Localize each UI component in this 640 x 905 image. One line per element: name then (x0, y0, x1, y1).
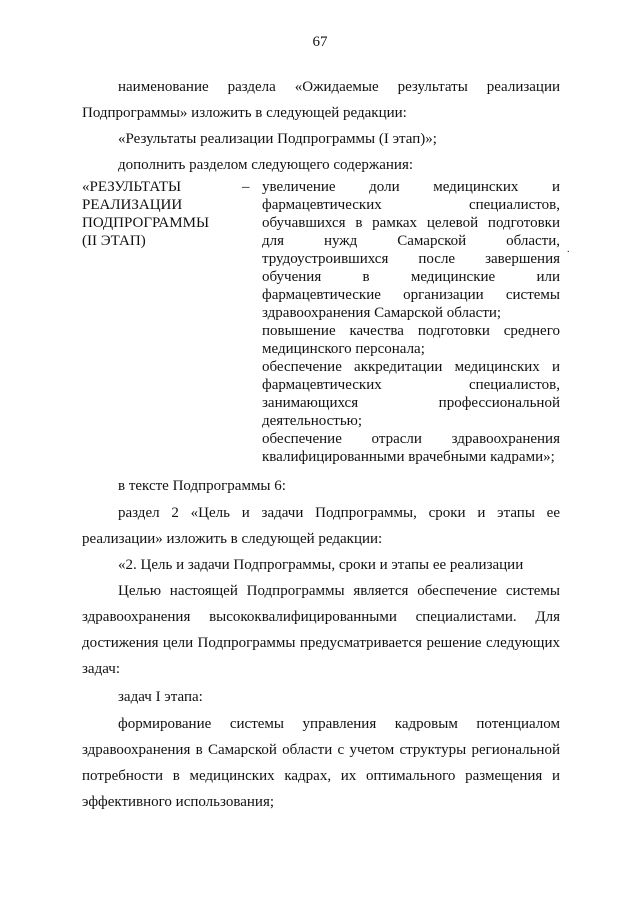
results-line: занимающихся профессиональной (262, 395, 560, 411)
quote-paragraph (82, 126, 560, 152)
results-list (262, 178, 560, 466)
results-line: деятельностью; (262, 413, 363, 429)
results-line: квалифицированными врачебными кадрами»; (262, 449, 555, 465)
results-dash: – (242, 179, 250, 195)
results-line: фармацевтических специалистов, (262, 377, 560, 393)
results-line: увеличение доли медицинских и (262, 179, 560, 195)
intro-paragraph (82, 74, 560, 126)
results-line: обучавшихся в рамках целевой подготовки (262, 215, 560, 231)
results-line: обеспечение аккредитации медицинских и (262, 359, 560, 375)
results-title (82, 178, 232, 250)
quote-text: «Результаты реализации Подпрограммы (I этап)»; (118, 131, 437, 147)
body-line: Целью настоящей Подпрограммы является обеспечение системы (118, 583, 560, 599)
body-paragraph-4 (82, 578, 560, 682)
body-line: эффективного использования; (82, 794, 275, 810)
body-line: в тексте Подпрограммы 6: (118, 478, 286, 494)
results-title-line: (II ЭТАП) (82, 233, 146, 249)
results-title-line: «РЕЗУЛЬТАТЫ (82, 179, 182, 195)
page-number: 67 (312, 34, 328, 50)
results-line: медицинского персонала; (262, 341, 425, 357)
body-line: достижения цели Подпрограммы предусматривается решение следующих (82, 635, 560, 651)
intro-line-1: наименование раздела «Ожидаемые результаты реализации (118, 79, 561, 95)
supplement-paragraph (82, 152, 560, 178)
results-line: фармацевтические организации системы (262, 287, 560, 303)
supplement-text: дополнить разделом следующего содержания: (118, 157, 414, 173)
results-line: здравоохранения Самарской области; (262, 305, 502, 321)
results-line: трудоустроившихся после завершения (262, 251, 560, 267)
body-line: здравоохранения высококвалифицированными специалистами. Для (82, 609, 560, 625)
body-line: формирование системы управления кадровым потенциалом (118, 716, 560, 732)
results-line: для нужд Самарской области, (262, 233, 560, 249)
body-paragraph-1 (82, 473, 560, 499)
body-paragraph-6 (82, 711, 560, 815)
body-line: потребности в медицинских кадрах, их оптимального размещения и (82, 768, 560, 784)
intro-line-2: Подпрограммы» изложить в следующей редакции: (82, 105, 407, 121)
body-line: раздел 2 «Цель и задачи Подпрограммы, сроки и этапы ее (118, 505, 560, 521)
results-line: фармацевтических специалистов, (262, 197, 560, 213)
body-line: задач I этапа: (118, 689, 203, 705)
results-line: повышение качества подготовки среднего (262, 323, 560, 339)
body-line: реализации» изложить в следующей редакции: (82, 531, 383, 547)
results-title-line: ПОДПРОГРАММЫ (82, 215, 210, 231)
results-title-line: РЕАЛИЗАЦИИ (82, 197, 183, 213)
results-line: обучения в медицинские или (262, 269, 560, 285)
body-paragraph-3 (82, 552, 560, 578)
body-paragraph-2 (82, 500, 560, 552)
body-line: здравоохранения в Самарской области с учетом структуры региональной (82, 742, 560, 758)
body-line: задач: (82, 661, 120, 677)
body-line: «2. Цель и задачи Подпрограммы, сроки и этапы ее реализации (118, 557, 524, 573)
results-line: обеспечение отрасли здравоохранения (262, 431, 560, 447)
body-paragraph-5 (82, 684, 560, 710)
stray-mark: . (567, 244, 570, 255)
